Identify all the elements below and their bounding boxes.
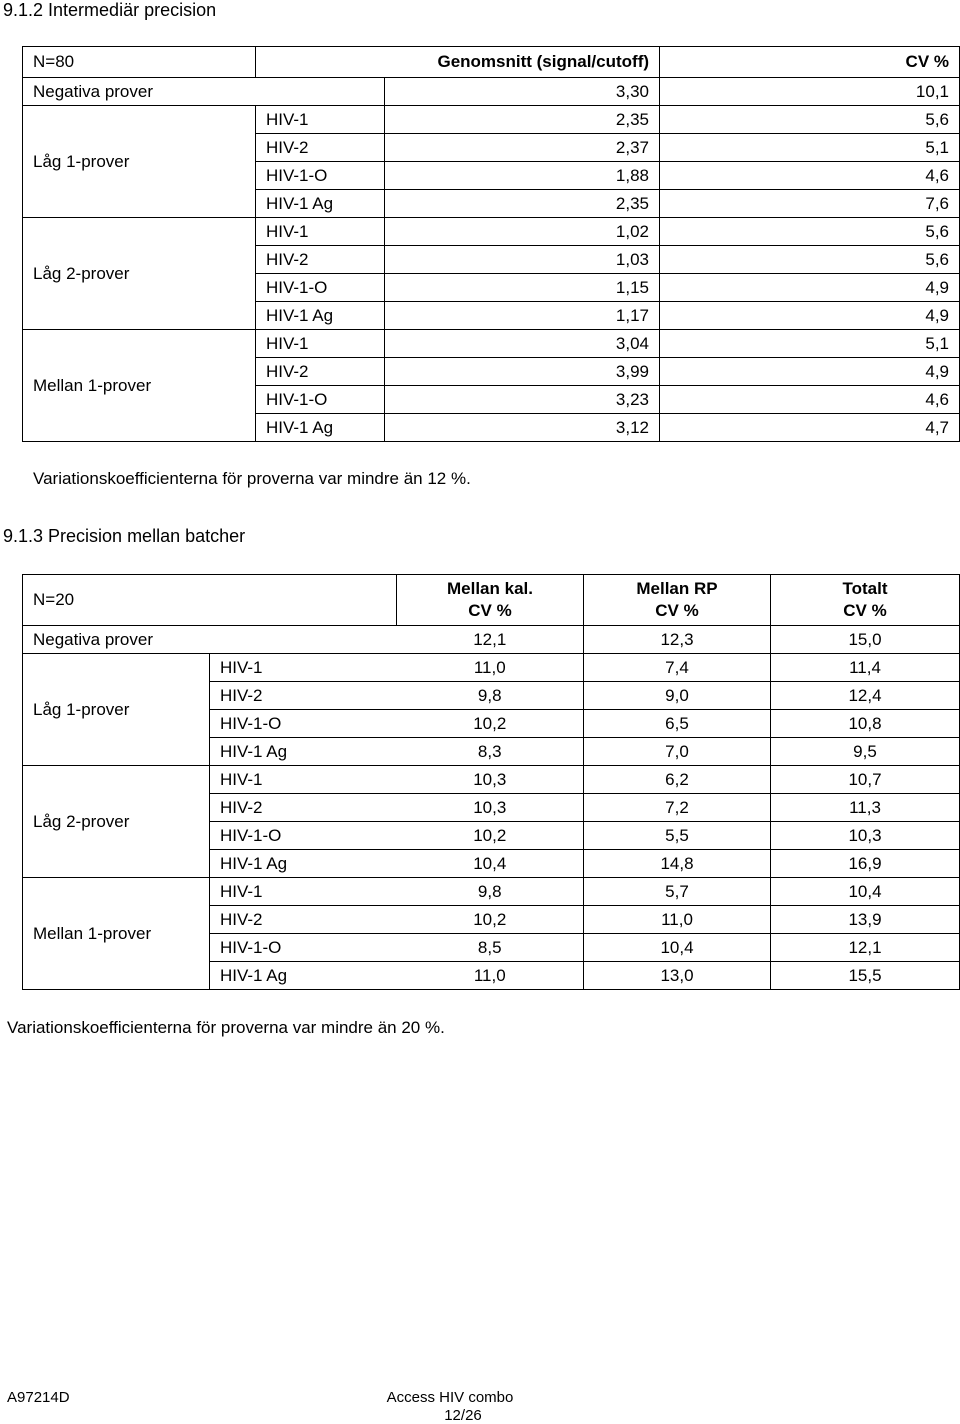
analyte-name: HIV-1 Ag — [256, 302, 385, 330]
analyte-name: HIV-1 — [256, 330, 385, 358]
group-label: Låg 1-prover — [23, 106, 256, 218]
between-rp-cv: 10,4 — [584, 934, 771, 962]
table-row — [23, 766, 960, 794]
table-note: Variationskoefficienterna för proverna var mindre än 12 %. — [33, 469, 471, 488]
analyte-name: HIV-2 — [256, 246, 385, 274]
analyte-name: HIV-2 — [210, 682, 397, 710]
total-cv: 10,3 — [771, 822, 960, 850]
analyte-name: HIV-1-O — [210, 822, 397, 850]
analyte-name: HIV-1 — [256, 106, 385, 134]
footer-page-number: 12/26 — [444, 1407, 482, 1424]
analyte-name: HIV-1 Ag — [256, 414, 385, 442]
total-cv: 9,5 — [771, 738, 960, 766]
mean-value: 2,35 — [385, 190, 660, 218]
table-row — [23, 106, 960, 134]
cv-value: 7,6 — [660, 190, 960, 218]
header-mean: Genomsnitt (signal/cutoff) — [256, 47, 660, 78]
cv-value: 5,1 — [660, 134, 960, 162]
between-rp-cv: 9,0 — [584, 682, 771, 710]
negative-total: 15,0 — [771, 626, 960, 654]
total-cv: 12,1 — [771, 934, 960, 962]
table-row — [23, 330, 960, 358]
mean-value: 3,23 — [385, 386, 660, 414]
between-calibrator-cv: 11,0 — [397, 654, 584, 682]
header-between-calibrator-line2: CV % — [468, 601, 512, 620]
between-calibrator-cv: 10,3 — [397, 794, 584, 822]
table-note: Variationskoefficienterna för proverna var mindre än 20 %. — [7, 1018, 445, 1037]
header-total-line2: CV % — [843, 601, 887, 620]
analyte-name: HIV-1 — [210, 878, 397, 906]
table-row — [23, 654, 960, 682]
cv-value: 4,7 — [660, 414, 960, 442]
analyte-name: HIV-1 Ag — [210, 738, 397, 766]
between-batch-precision-table — [22, 574, 960, 990]
table-header-row — [23, 575, 960, 626]
analyte-name: HIV-2 — [210, 906, 397, 934]
negative-between-rp: 12,3 — [584, 626, 771, 654]
total-cv: 11,4 — [771, 654, 960, 682]
total-cv: 10,4 — [771, 878, 960, 906]
cv-value: 5,6 — [660, 246, 960, 274]
header-between-rp — [584, 575, 771, 626]
table-header-row — [23, 47, 960, 78]
cv-value: 5,6 — [660, 106, 960, 134]
header-between-calibrator — [397, 575, 584, 626]
between-rp-cv: 5,5 — [584, 822, 771, 850]
between-calibrator-cv: 8,3 — [397, 738, 584, 766]
table-row — [23, 626, 960, 654]
analyte-name: HIV-1 — [210, 654, 397, 682]
mean-value: 1,88 — [385, 162, 660, 190]
cv-value: 4,6 — [660, 386, 960, 414]
between-rp-cv: 6,5 — [584, 710, 771, 738]
mean-value: 2,35 — [385, 106, 660, 134]
group-label: Låg 2-prover — [23, 766, 210, 878]
negative-label: Negativa prover — [23, 78, 385, 106]
analyte-name: HIV-1 Ag — [256, 190, 385, 218]
negative-label: Negativa prover — [23, 626, 397, 654]
analyte-name: HIV-1-O — [256, 162, 385, 190]
between-rp-cv: 14,8 — [584, 850, 771, 878]
analyte-name: HIV-1-O — [210, 934, 397, 962]
total-cv: 15,5 — [771, 962, 960, 990]
mean-value: 2,37 — [385, 134, 660, 162]
analyte-name: HIV-2 — [256, 134, 385, 162]
group-label: Mellan 1-prover — [23, 330, 256, 442]
analyte-name: HIV-1 — [210, 766, 397, 794]
header-between-rp-line1: Mellan RP — [636, 579, 718, 598]
between-calibrator-cv: 10,2 — [397, 822, 584, 850]
between-rp-cv: 6,2 — [584, 766, 771, 794]
cv-value: 4,9 — [660, 358, 960, 386]
between-calibrator-cv: 11,0 — [397, 962, 584, 990]
mean-value: 3,12 — [385, 414, 660, 442]
header-cv: CV % — [660, 47, 960, 78]
footer-product: Access HIV combo — [386, 1389, 514, 1406]
between-rp-cv: 7,2 — [584, 794, 771, 822]
table-row — [23, 878, 960, 906]
negative-between-calibrator: 12,1 — [397, 626, 584, 654]
negative-mean: 3,30 — [385, 78, 660, 106]
table-row — [23, 78, 960, 106]
between-calibrator-cv: 9,8 — [397, 878, 584, 906]
section-heading-intermediate-precision: 9.1.2 Intermediär precision — [3, 0, 217, 20]
between-calibrator-cv: 8,5 — [397, 934, 584, 962]
cv-value: 4,9 — [660, 302, 960, 330]
mean-value: 1,17 — [385, 302, 660, 330]
group-label: Mellan 1-prover — [23, 878, 210, 990]
analyte-name: HIV-1 Ag — [210, 962, 397, 990]
mean-value: 1,15 — [385, 274, 660, 302]
total-cv: 16,9 — [771, 850, 960, 878]
total-cv: 13,9 — [771, 906, 960, 934]
n-label: N=80 — [23, 47, 256, 78]
analyte-name: HIV-2 — [210, 794, 397, 822]
between-calibrator-cv: 9,8 — [397, 682, 584, 710]
negative-cv: 10,1 — [660, 78, 960, 106]
between-rp-cv: 7,4 — [584, 654, 771, 682]
mean-value: 1,02 — [385, 218, 660, 246]
total-cv: 10,7 — [771, 766, 960, 794]
mean-value: 3,04 — [385, 330, 660, 358]
intermediate-precision-table — [22, 46, 960, 442]
total-cv: 11,3 — [771, 794, 960, 822]
mean-value: 3,99 — [385, 358, 660, 386]
mean-value: 1,03 — [385, 246, 660, 274]
between-calibrator-cv: 10,3 — [397, 766, 584, 794]
group-label: Låg 2-prover — [23, 218, 256, 330]
analyte-name: HIV-1-O — [256, 274, 385, 302]
analyte-name: HIV-2 — [256, 358, 385, 386]
header-total-line1: Totalt — [842, 579, 888, 598]
section-heading-between-batch-precision: 9.1.3 Precision mellan batcher — [3, 526, 246, 546]
analyte-name: HIV-1 Ag — [210, 850, 397, 878]
between-rp-cv: 11,0 — [584, 906, 771, 934]
between-rp-cv: 5,7 — [584, 878, 771, 906]
table-row — [23, 218, 960, 246]
cv-value: 5,1 — [660, 330, 960, 358]
between-calibrator-cv: 10,2 — [397, 710, 584, 738]
between-calibrator-cv: 10,4 — [397, 850, 584, 878]
cv-value: 4,9 — [660, 274, 960, 302]
footer-doc-id: A97214D — [7, 1389, 70, 1406]
group-label: Låg 1-prover — [23, 654, 210, 766]
between-rp-cv: 7,0 — [584, 738, 771, 766]
header-between-rp-line2: CV % — [655, 601, 699, 620]
analyte-name: HIV-1-O — [256, 386, 385, 414]
between-rp-cv: 13,0 — [584, 962, 771, 990]
cv-value: 4,6 — [660, 162, 960, 190]
analyte-name: HIV-1-O — [210, 710, 397, 738]
header-total — [771, 575, 960, 626]
analyte-name: HIV-1 — [256, 218, 385, 246]
header-between-calibrator-line1: Mellan kal. — [447, 579, 533, 598]
cv-value: 5,6 — [660, 218, 960, 246]
between-calibrator-cv: 10,2 — [397, 906, 584, 934]
total-cv: 12,4 — [771, 682, 960, 710]
total-cv: 10,8 — [771, 710, 960, 738]
n-label: N=20 — [23, 575, 397, 626]
